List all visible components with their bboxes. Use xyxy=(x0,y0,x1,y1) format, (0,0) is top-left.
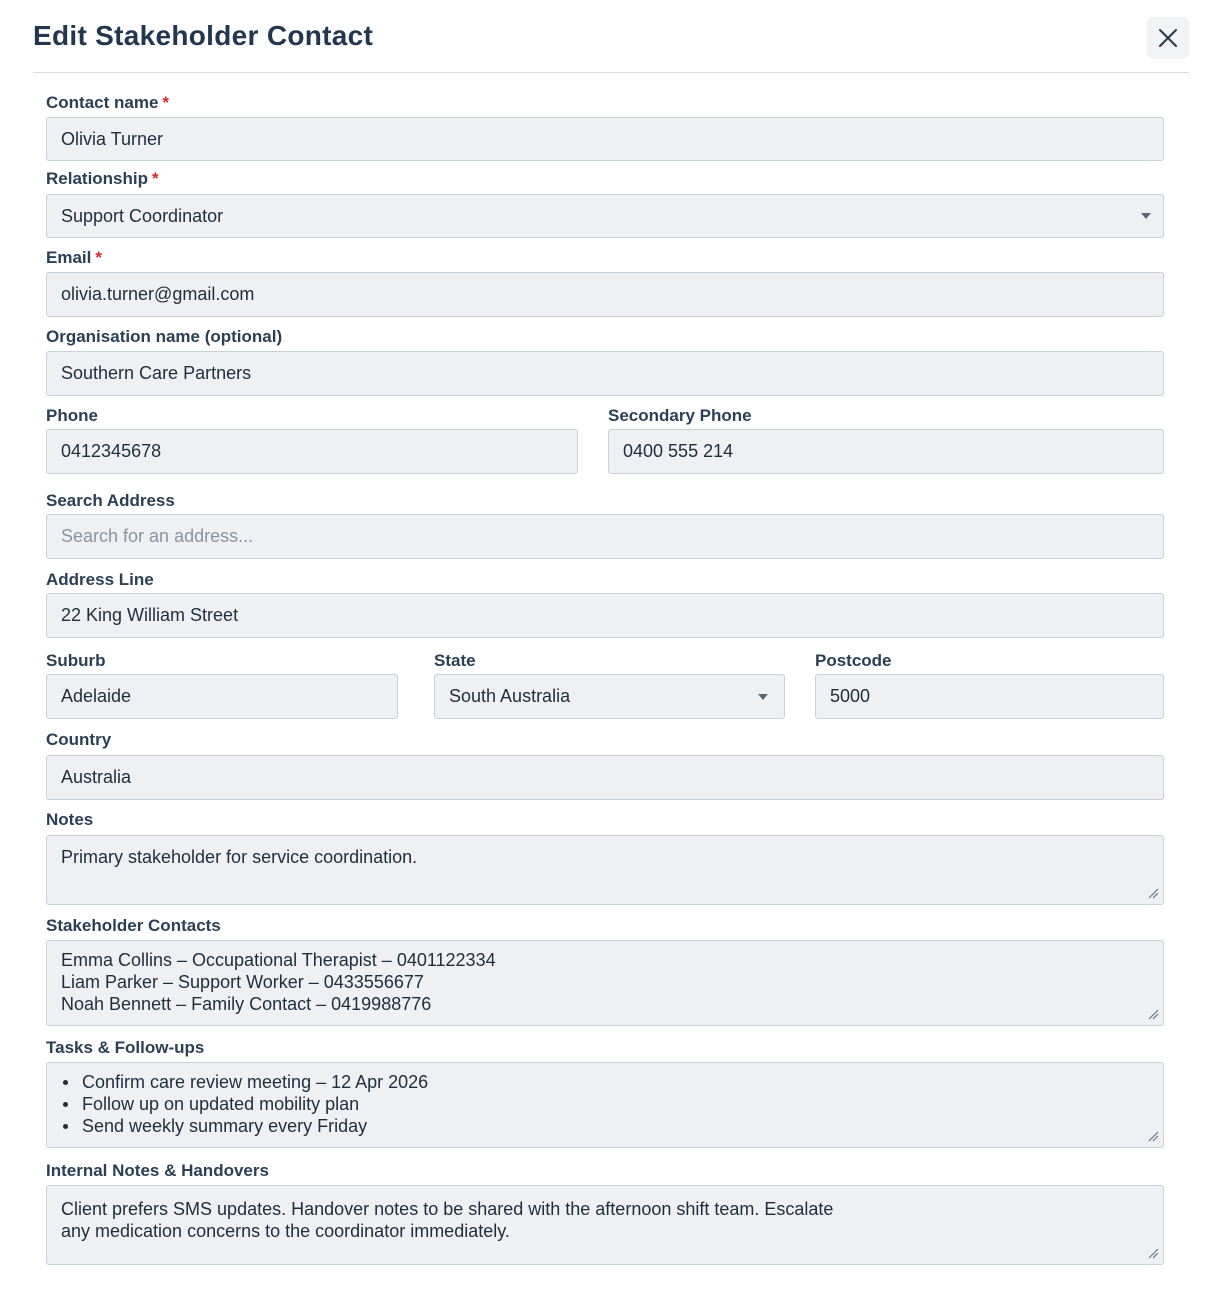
close-icon xyxy=(1158,28,1178,48)
state-selected-value: South Australia xyxy=(449,686,571,706)
task-item: Follow up on updated mobility plan xyxy=(61,1093,1149,1115)
task-item: Send weekly summary every Friday xyxy=(61,1115,1149,1137)
email-label-text: Email xyxy=(46,248,92,267)
address-line-input[interactable] xyxy=(46,593,1164,638)
contact-name-label-text: Contact name xyxy=(46,93,159,112)
required-mark: * xyxy=(162,93,170,112)
relationship-label xyxy=(46,169,159,189)
stakeholder-contacts-label: Stakeholder Contacts xyxy=(46,916,221,935)
chevron-down-icon xyxy=(758,694,768,700)
close-button[interactable] xyxy=(1147,17,1189,59)
email-label xyxy=(46,248,102,268)
stakeholder-contacts-textarea[interactable] xyxy=(46,940,1164,1026)
required-mark: * xyxy=(95,248,102,267)
postcode-input[interactable] xyxy=(815,674,1164,719)
relationship-selected-value: Support Coordinator xyxy=(61,205,224,226)
postcode-label: Postcode xyxy=(815,651,892,670)
state-label: State xyxy=(434,651,476,670)
tasks-label: Tasks & Follow-ups xyxy=(46,1038,205,1057)
state-select[interactable] xyxy=(434,674,785,719)
notes-textarea[interactable] xyxy=(46,835,1164,905)
address-line-label: Address Line xyxy=(46,570,154,589)
organisation-label: Organisation name (optional) xyxy=(46,327,283,346)
contact-name-input[interactable] xyxy=(46,117,1164,161)
search-address-input[interactable] xyxy=(46,514,1164,559)
relationship-label-text: Relationship xyxy=(46,169,149,188)
relationship-select[interactable] xyxy=(46,194,1164,238)
phone-label: Phone xyxy=(46,406,98,425)
internal-notes-label: Internal Notes & Handovers xyxy=(46,1161,269,1180)
country-label: Country xyxy=(46,730,112,749)
notes-label: Notes xyxy=(46,810,94,829)
dialog-title: Edit Stakeholder Contact xyxy=(33,20,374,51)
resize-handle-icon[interactable] xyxy=(1147,1247,1159,1259)
contact-name-label xyxy=(46,93,169,113)
country-input[interactable] xyxy=(46,755,1164,800)
tasks-textarea[interactable] xyxy=(46,1062,1164,1148)
email-field[interactable] xyxy=(46,272,1164,317)
internal-notes-textarea[interactable] xyxy=(46,1185,1164,1265)
secondary-phone-label: Secondary Phone xyxy=(608,406,752,425)
phone-input[interactable] xyxy=(46,429,578,474)
task-item: Confirm care review meeting – 12 Apr 2026 xyxy=(61,1071,1149,1093)
tasks-list xyxy=(61,1071,1149,1137)
search-address-label: Search Address xyxy=(46,491,175,510)
organisation-input[interactable] xyxy=(46,351,1164,396)
resize-handle-icon[interactable] xyxy=(1147,887,1159,899)
secondary-phone-input[interactable] xyxy=(608,429,1164,474)
suburb-input[interactable] xyxy=(46,674,398,719)
resize-handle-icon[interactable] xyxy=(1147,1130,1159,1142)
required-mark: * xyxy=(152,169,159,188)
dialog-header xyxy=(33,0,1189,73)
chevron-down-icon xyxy=(1141,213,1151,219)
resize-handle-icon[interactable] xyxy=(1147,1008,1159,1020)
suburb-label: Suburb xyxy=(46,651,106,670)
